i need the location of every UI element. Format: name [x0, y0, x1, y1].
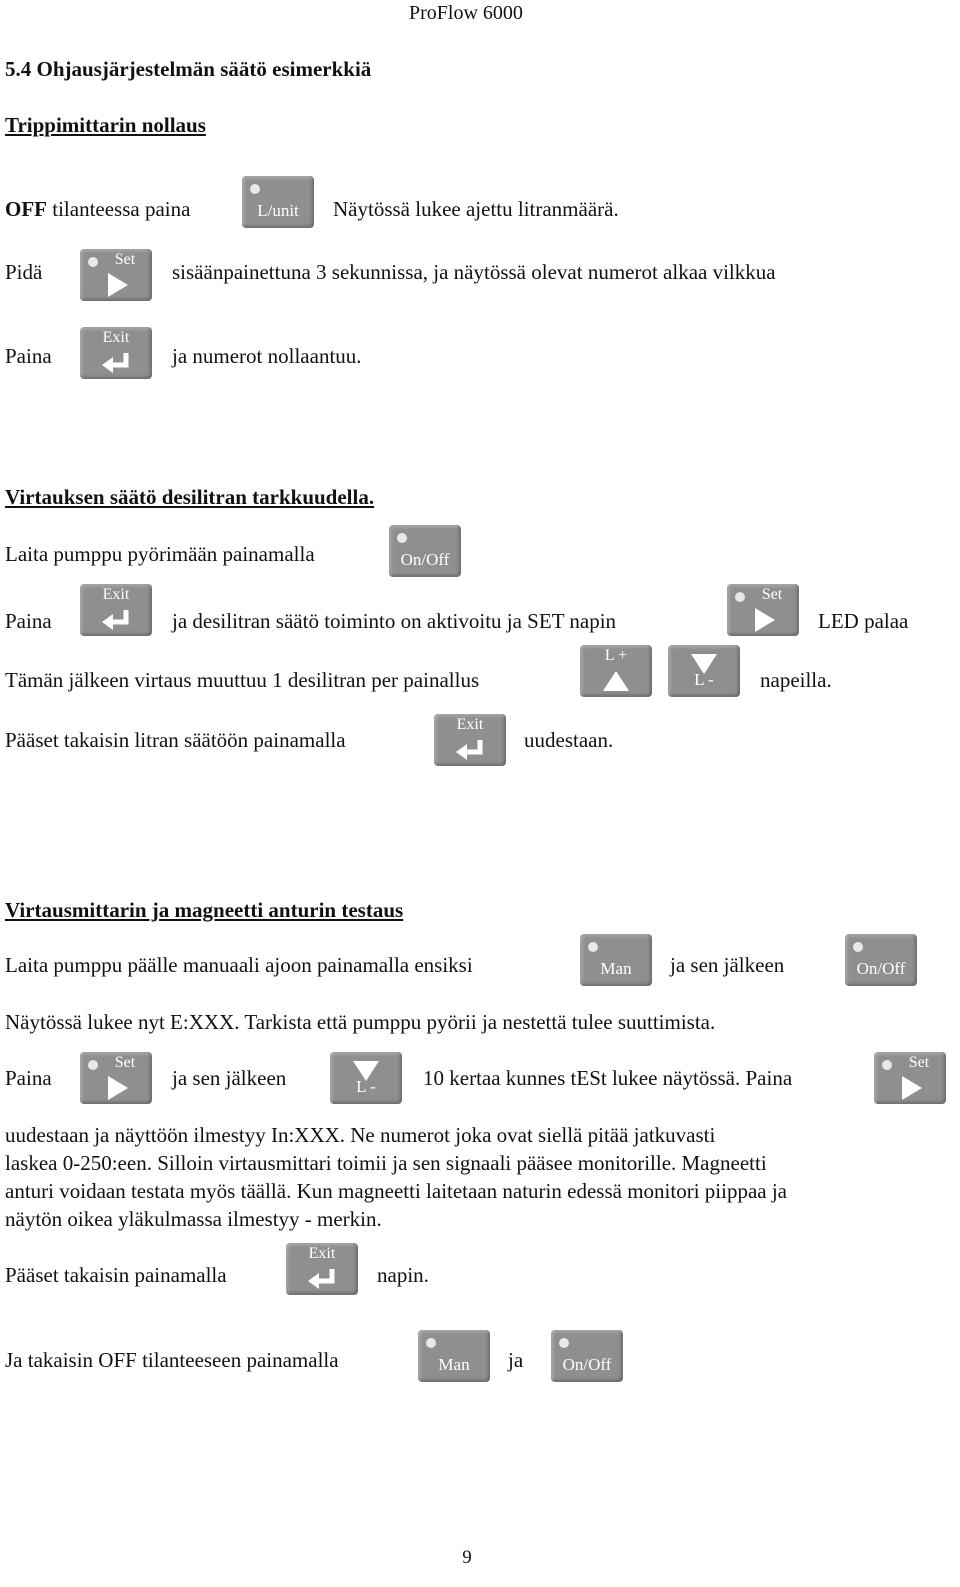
set-key: [727, 584, 799, 636]
heading-flowmeter-test: Virtausmittarin ja magneetti anturin testaus: [5, 898, 404, 922]
s3-row6-a: Ja takaisin OFF tilanteeseen painamalla: [5, 1348, 339, 1372]
enter-arrow-icon: [308, 1269, 338, 1291]
key-label: On/Off: [856, 959, 906, 978]
s1-row1-a: tilanteessa paina: [47, 197, 191, 221]
led-dot-icon: [882, 1060, 892, 1070]
s3-para-line1: uudestaan ja näyttöön ilmestyy In:XXX. Ne numerot joka ovat siellä pitää jatkuvasti: [5, 1123, 716, 1147]
s3-row1-a: Laita pumppu päälle manuaali ajoon painamalla ensiksi: [5, 953, 473, 977]
led-dot-icon: [397, 533, 407, 543]
set-key: [80, 249, 152, 301]
key-label: On/Off: [562, 1355, 612, 1374]
led-dot-icon: [735, 592, 745, 602]
lplus-key: [580, 645, 652, 697]
key-label: Exit: [308, 1245, 336, 1262]
s1-row2-a: Pidä: [5, 260, 43, 284]
key-label: Exit: [102, 586, 130, 603]
play-arrow-icon: [755, 608, 775, 632]
s2-row2-b: ja desilitran säätö toiminto on aktivoitu ja SET napin: [172, 609, 617, 633]
s3-row3-c: 10 kertaa kunnes tESt lukee näytössä. Paina: [423, 1066, 793, 1090]
s3-row2: Näytössä lukee nyt E:XXX. Tarkista että pumppu pyörii ja nestettä tulee suuttimista.: [5, 1010, 716, 1034]
s1-row3-a: Paina: [5, 344, 52, 368]
led-dot-icon: [88, 257, 98, 267]
key-label: Exit: [102, 329, 130, 346]
s2-row2-a: Paina: [5, 609, 52, 633]
man-key: [418, 1330, 490, 1382]
key-label: Set: [908, 1054, 930, 1071]
s3-row1-b: ja sen jälkeen: [670, 953, 785, 977]
play-arrow-icon: [108, 273, 128, 297]
man-key: [580, 934, 652, 986]
s2-row4-b: uudestaan.: [524, 728, 614, 752]
s2-row2-c: LED palaa: [818, 609, 909, 633]
enter-arrow-icon: [102, 610, 132, 632]
exit-key: [80, 584, 152, 636]
s2-row1: Laita pumppu pyörimään painamalla: [5, 542, 315, 566]
led-dot-icon: [588, 942, 598, 952]
s2-row3-a: Tämän jälkeen virtaus muuttuu 1 desilitran per painallus: [5, 668, 480, 692]
onoff-key: [845, 934, 917, 986]
heading-deciliter-control: Virtauksen säätö desilitran tarkkuudella.: [5, 485, 375, 509]
key-label: Set: [761, 586, 783, 603]
led-dot-icon: [559, 1338, 569, 1348]
lminus-key: [668, 645, 740, 697]
onoff-key: [389, 525, 461, 577]
led-dot-icon: [250, 184, 260, 194]
key-label: L +: [604, 647, 628, 664]
page-number: 9: [462, 1547, 472, 1568]
key-label: Set: [114, 1054, 136, 1071]
s3-row3-a: Paina: [5, 1066, 52, 1090]
s1-row2-b: sisäänpainettuna 3 sekunnissa, ja näytössä olevat numerot alkaa vilkkua: [172, 260, 776, 284]
onoff-key: [551, 1330, 623, 1382]
key-label: L/unit: [257, 201, 299, 220]
key-label: On/Off: [400, 550, 450, 569]
off-label: OFF: [5, 197, 47, 221]
led-dot-icon: [853, 942, 863, 952]
s3-row6-b: ja: [508, 1348, 524, 1372]
section-title: 5.4 Ohjausjärjestelmän säätö esimerkkiä: [5, 57, 372, 81]
key-label: Man: [438, 1355, 470, 1374]
enter-arrow-icon: [102, 353, 132, 375]
lunit-key: [242, 176, 314, 228]
lminus-key: [330, 1052, 402, 1104]
led-dot-icon: [88, 1060, 98, 1070]
s2-row3-b: napeilla.: [760, 668, 832, 692]
enter-arrow-icon: [456, 740, 486, 762]
s3-row5-b: napin.: [377, 1263, 429, 1287]
led-dot-icon: [426, 1338, 436, 1348]
heading-trip-reset: Trippimittarin nollaus: [5, 113, 206, 137]
s3-row5-a: Pääset takaisin painamalla: [5, 1263, 227, 1287]
key-label: L -: [356, 1077, 376, 1096]
up-triangle-icon: [603, 671, 629, 691]
s1-row1-text: [5, 196, 190, 222]
play-arrow-icon: [902, 1076, 922, 1100]
key-label: Exit: [456, 716, 484, 733]
s1-row3-b: ja numerot nollaantuu.: [172, 344, 362, 368]
exit-key: [80, 327, 152, 379]
s3-para-line3: anturi voidaan testata myös täällä. Kun magneetti laitetaan naturin edessä monitori piippaa ja: [5, 1179, 787, 1203]
set-key: [874, 1052, 946, 1104]
play-arrow-icon: [108, 1076, 128, 1100]
exit-key: [286, 1243, 358, 1295]
s1-row1-b: Näytössä lukee ajettu litranmäärä.: [333, 197, 619, 221]
key-label: L -: [694, 670, 714, 689]
exit-key: [434, 714, 506, 766]
s3-para-line4: näytön oikea yläkulmassa ilmestyy - merkin.: [5, 1207, 382, 1231]
key-label: Set: [114, 251, 136, 268]
key-label: Man: [600, 959, 632, 978]
running-header: ProFlow 6000: [409, 2, 523, 24]
s3-row3-b: ja sen jälkeen: [172, 1066, 287, 1090]
s3-para-line2: laskea 0-250:een. Silloin virtausmittari toimii ja sen signaali pääsee monitorille. Magneetti: [5, 1151, 767, 1175]
set-key: [80, 1052, 152, 1104]
s2-row4-a: Pääset takaisin litran säätöön painamalla: [5, 728, 346, 752]
